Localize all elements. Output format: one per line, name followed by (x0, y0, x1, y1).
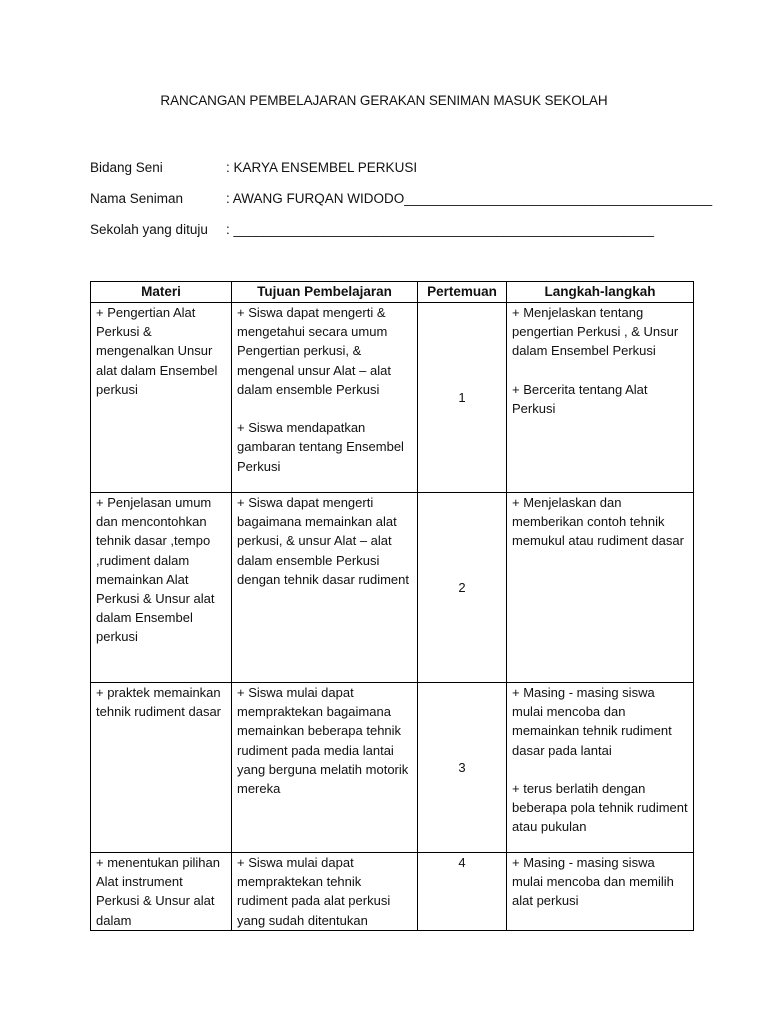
cell-pertemuan: 4 (418, 853, 507, 931)
table-row (91, 493, 694, 683)
field-label: Nama Seniman (90, 191, 184, 206)
header-langkah: Langkah-langkah (507, 282, 694, 303)
cell-langkah: + Masing - masing siswa mulai mencoba dan memainkan tehnik rudiment dasar pada lantai + terus berlatih dengan beberapa pola tehnik rudiment atau pukulan (507, 683, 694, 853)
field-sekolah (90, 222, 654, 237)
cell-pertemuan: 3 (418, 683, 507, 853)
header-pertemuan: Pertemuan (418, 282, 507, 303)
table-row (91, 303, 694, 493)
cell-tujuan: + Siswa mulai dapat mempraktekan tehnik rudiment pada alat perkusi yang sudah ditentukan (232, 853, 418, 931)
table-row (91, 683, 694, 853)
field-value: : KARYA ENSEMBEL PERKUSI (226, 160, 418, 175)
cell-langkah: + Masing - masing siswa mulai mencoba dan memilih alat perkusi (507, 853, 694, 931)
cell-tujuan: + Siswa dapat mengerti bagaimana memainkan alat perkusi, & unsur Alat – alat dalam ensemble Perkusi dengan tehnik dasar rudiment (232, 493, 418, 683)
cell-pertemuan: 1 (418, 303, 507, 493)
document-title: RANCANGAN PEMBELAJARAN GERAKAN SENIMAN MASUK SEKOLAH (160, 93, 608, 108)
field-bidang-seni (90, 160, 417, 175)
cell-materi: + Penjelasan umum dan mencontohkan tehnik dasar ,tempo ,rudiment dalam memainkan Alat Perkusi & Unsur alat dalam Ensembel perkusi (91, 493, 232, 683)
cell-materi: + Pengertian Alat Perkusi & mengenalkan Unsur alat dalam Ensembel perkusi (91, 303, 232, 493)
field-value: : ________________________________________________________ (226, 222, 654, 237)
field-label: Sekolah yang dituju (90, 222, 208, 237)
cell-materi: + praktek memainkan tehnik rudiment dasar (91, 683, 232, 853)
field-nama-seniman (90, 191, 712, 206)
cell-tujuan: + Siswa mulai dapat mempraktekan bagaimana memainkan beberapa tehnik rudiment pada media lantai yang berguna melatih motorik mereka (232, 683, 418, 853)
table-row (91, 853, 694, 931)
header-materi: Materi (91, 282, 232, 303)
cell-tujuan: + Siswa dapat mengerti & mengetahui secara umum Pengertian perkusi, & mengenal unsur Alat – alat dalam ensemble Perkusi + Siswa mendapatkan gambaran tentang Ensembel Perkusi (232, 303, 418, 493)
cell-langkah: + Menjelaskan dan memberikan contoh tehnik memukul atau rudiment dasar (507, 493, 694, 683)
cell-langkah: + Menjelaskan tentang pengertian Perkusi , & Unsur dalam Ensembel Perkusi + Bercerita tentang Alat Perkusi (507, 303, 694, 493)
header-tujuan: Tujuan Pembelajaran (232, 282, 418, 303)
table-header-row (91, 282, 694, 303)
cell-materi: + menentukan pilihan Alat instrument Perkusi & Unsur alat dalam (91, 853, 232, 931)
cell-pertemuan: 2 (418, 493, 507, 683)
lesson-plan-table (90, 281, 694, 931)
field-label: Bidang Seni (90, 160, 163, 175)
field-value: : AWANG FURQAN WIDODO_________________________________________ (226, 191, 713, 206)
